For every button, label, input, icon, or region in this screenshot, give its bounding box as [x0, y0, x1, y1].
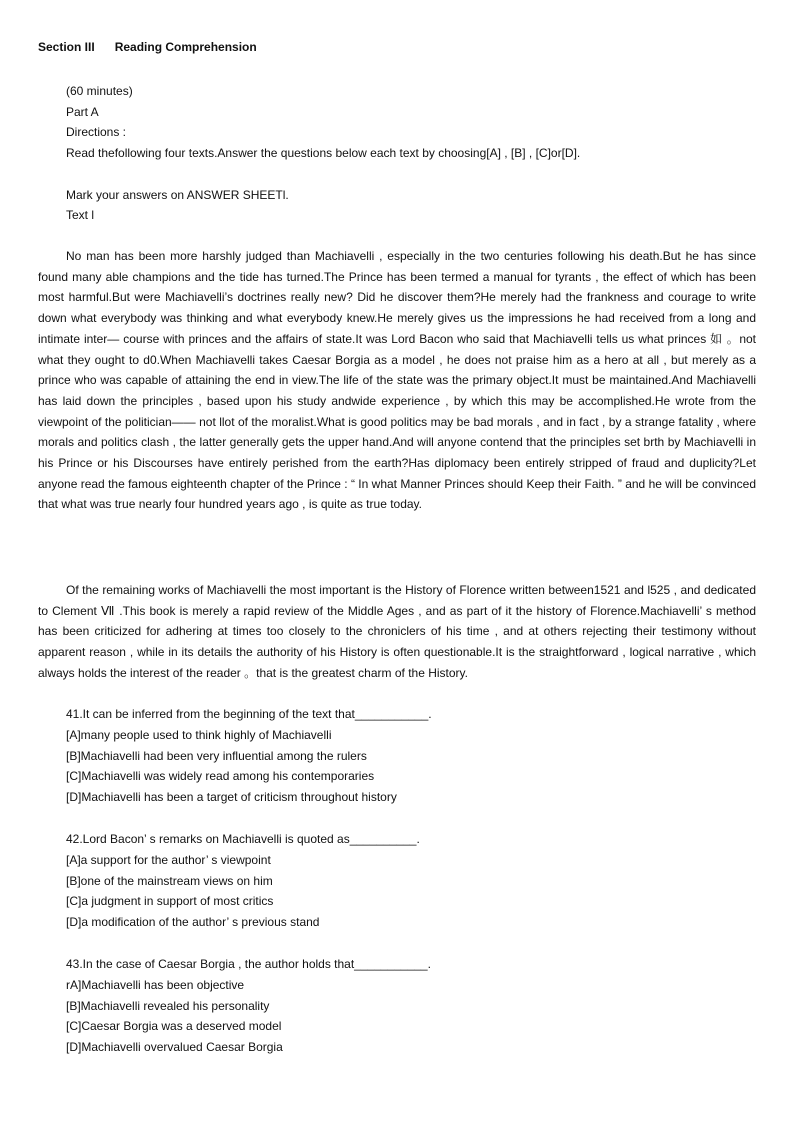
answer-option: [D]Machiavelli has been a target of criticism throughout history	[66, 790, 397, 805]
question-41	[66, 704, 432, 808]
answer-option: [C]a judgment in support of most critics	[66, 894, 274, 909]
answer-option: [C]Caesar Borgia was a deserved model	[66, 1019, 282, 1034]
question-stem: 41.It can be inferred from the beginning of the text that___________.	[66, 707, 432, 721]
passage-paragraph-2: Of the remaining works of Machiavelli the most important is the History of Florence written between1521 and l525 , and dedicated to Clement Ⅶ .This book is merely a rapid review of the Middle Ages , and as part of it the history of Florence.Machiavelli’ s method has been criticized for adhering at times too closely to the chroniclers of his time , and at others rejecting their testimony without apparent reason , while in its details the authority of his History is often questionable.It is the straightforward , logical narrative , which always holds the interest of the reader 。that is the greatest charm of the History.	[38, 583, 756, 680]
time-limit: (60 minutes)	[66, 84, 133, 98]
section-heading	[38, 40, 257, 54]
answer-option: [D]Machiavelli overvalued Caesar Borgia	[66, 1040, 283, 1055]
instructions-block	[66, 81, 580, 226]
directions-text: Read thefollowing four texts.Answer the questions below each text by choosing[A] , [B] , [C]or[D].	[66, 146, 581, 161]
section-title: Reading Comprehension	[114, 40, 257, 54]
answer-option: [B]Machiavelli revealed his personality	[66, 998, 270, 1013]
question-stem: 43.In the case of Caesar Borgia , the author holds that___________.	[66, 957, 431, 971]
answer-option: [B]Machiavelli had been very influential among the rulers	[66, 748, 367, 763]
answer-option: [D]a modification of the author’ s previous stand	[66, 915, 320, 930]
passage-paragraph-1: No man has been more harshly judged than Machiavelli , especially in the two centuries following his death.But he has since found many able champions and the tide has turned.The Prince has been termed a manual for tyrants , the effect of which has been most harmful.But were Machiavelli’s doctrines really new? Did he discover them?He merely had the frankness and courage to write down what everybody was thinking and what everybody knew.He merely gives us the impressions he had received from a long and intimate inter— course with princes and the affairs of state.It was Lord Bacon who said that Machiavelli tells us what princes 如 。not what they ought to d0.When Machiavelli takes Caesar Borgia as a model , he does not praise him as a hero at all , but merely as a prince who was capable of attaining the end in view.The life of the state was the primary object.It must be maintained.And Machiavelli has laid down the principles , based upon his study andwide experience , by which this may be accomplished.He wrote from the viewpoint of the politician—— not llot of the moralist.What is good politics may be bad morals , and in fact , by a strange fatality , where morals and politics clash , the latter generally gets the upper hand.And will anyone contend that the principles set brth by Machiavelli in his Prince or his Discourses have entirely perished from the earth?Has diplomacy been entirely stripped of fraud and duplicity?Let anyone read the famous eighteenth chapter of the Prince : “ In what Manner Princes should Keep their Faith. ” and he will be convinced that what was true nearly four hundred years ago , is quite as true today.	[38, 249, 756, 512]
directions-label: Directions :	[66, 125, 127, 140]
answer-option: rA]Machiavelli has been objective	[66, 977, 245, 992]
answer-sheet-note: Mark your answers on ANSWER SHEETl.	[66, 187, 289, 202]
question-42	[66, 829, 420, 933]
text-label: Text l	[66, 208, 95, 223]
section-number: Section III	[38, 40, 95, 54]
answer-option: [B]one of the mainstream views on him	[66, 873, 273, 888]
question-stem: 42.Lord Bacon’ s remarks on Machiavelli is quoted as__________.	[66, 832, 420, 846]
answer-option: [C]Machiavelli was widely read among his contemporaries	[66, 769, 375, 784]
answer-option: [A]many people used to think highly of Machiavelli	[66, 727, 332, 742]
question-43	[66, 954, 431, 1058]
part-label: Part A	[66, 104, 99, 119]
answer-option: [A]a support for the author’ s viewpoint	[66, 852, 271, 867]
